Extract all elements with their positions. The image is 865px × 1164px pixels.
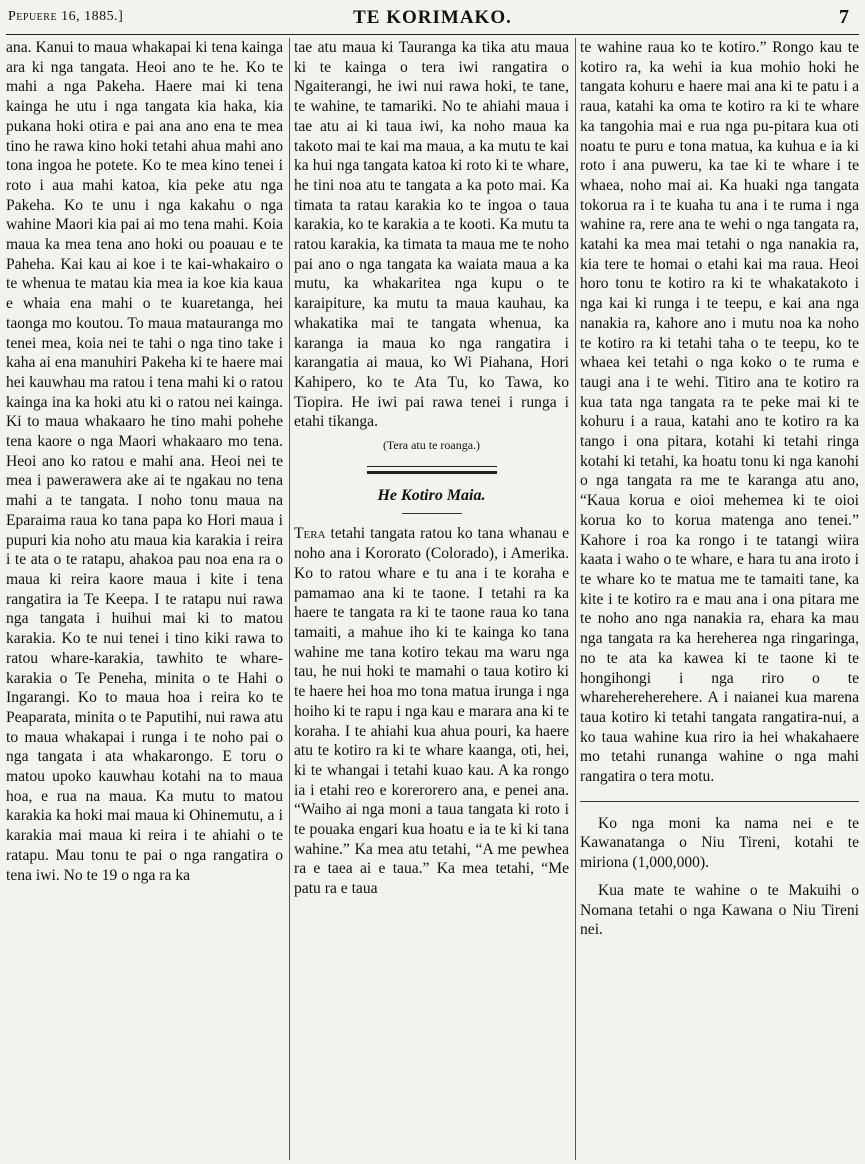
columns <box>6 38 859 1160</box>
column-divider <box>575 38 576 1160</box>
column-1-text: ana. Kanui to maua whakapai ki tena kainga ara ki nga tangata. Heoi ano te he. Ko te mahi a nga Pakeha. Haere mai ki tena kainga he utu i nga tangata kia haka, kia pukana hoki otira e pai ana ano ena te mea tino he rawa kino hoki tetahi ahua mahi ano tona ingoa he potete. Ko te mea kino tenei i roto i aua mahi katoa, kia peke atu nga Pakeha. Ko te unu i nga kakahu o nga wahine Maori kia pai ai mo tena mahi. Koia maua ka mea tena ano hoki ou poauau e te Paheha. Kai kau ai koe i te kai-whakairo o te whenua te matau kia mea ia koe kia kaua e whaia ena mahi o te kuaretanga, hei taonga mo koutou. To maua matauranga mo tenei mea, koia nei te tahi o nga tino take i kaha ai ena manuhiri Pakeha ki te haere mai hei kauwhau ma ratou i tena mahi ki o ratou kainga ina ka hoki atu ki o ratou nei kainga. Ki to maua whakaaro he tino mahi pohehe tena kaore o nga Maori whakaaro mo tena. Heoi ano ko ratou e mahi ana. Heoi nei te mea i pawerawera ake ai te ngakau no tena mahi a te tangata. I noho tonu maua na Eparaima raua ko tana papa ko Hori maua i pupuri kia noho atu maua kia karakia i reira i te ata o te ratapu, ahakoa pau noa ena ra o maua ki reira kaore maua i kite i tena rangatira ia Te Keepa. I te ratapu nui rawa nga tangata i huihui mai ki to matou karakia. Ko te nui tenei i tino kiki rawa to ratou whare-karakia, tawhito te whare-karakia o Te Peneha, minita o te Hahi o Ingarangi. Ko to maua hoa i reira ko te Peaparata, minita o te Paputihi, nui rawa atu to maua whakapai i runga i te noho pai o nga tangata i ata whakarongo. E toru o matou upoko kauwhau kotahi na to maua hoa, e rua na maua. Ka mutu to matou karakia ka hoki mai maua ki Ohinemutu, a i karakia mai maua ki reira i te ahiahi o te ratapu. Mau tonu te pai o nga rangatira o tena iwi. No te 19 o nga ra ka <box>6 39 283 884</box>
issue-date: Pepuere 16, 1885.] <box>8 9 124 24</box>
story-text: tetahi tangata ratou ko tana whanau e noho ana i Kororato (Colorado), i Amerika. Ko to ratou whare e tu ana i te koraha e pamamao ana ki te taone. I tetahi ra ka haere te tangata ra ki te taone raua ko tana tamaiti, a mahue iho ki te kainga ko tana wahine me tana kotiro tekau ma waru nga tau, he nui hoki te mamahi o taua kotiro ki te haere hei hoa mo tona matua irunga i nga hoiho ki te rapu i nga kau e marara ana ki te koraha. I te ahiahi kua ahua pouri, ka haere atu te kotiro ra ki te whare kaanga, oti, hei, ki te whangai i tetahi kuao kau. A ka rongo ia i etahi reo e korerorero ana, e penei ana. “Waiho ai nga moni a taua tangata ki roto i te pouaka engari kua hoatu e ia te ki ki tana wahine.” Ka mea atu tetahi, “A me pewhea ra e taea ai e taua.” Ka mea tetahi, “Me patu ra e taua <box>294 525 569 898</box>
column-divider <box>289 38 290 1160</box>
section-divider <box>367 466 497 474</box>
story-paragraph <box>294 524 569 898</box>
story-heading: He Kotiro Maia. <box>377 486 486 504</box>
masthead <box>6 4 859 35</box>
heading-divider <box>402 513 462 514</box>
page-number: 7 <box>839 6 849 28</box>
news-notices <box>580 801 859 940</box>
column-1 <box>6 38 283 1160</box>
column-3 <box>580 38 859 1160</box>
notice-loan: Ko nga moni ka nama nei e te Kawanatanga o Niu Tireni, kotahi te miriona (1,000,000). <box>580 814 859 872</box>
continued-note: (Tera atu te roanga.) <box>382 438 481 453</box>
notice-death: Kua mate te wahine o te Makuihi o Nomana tetahi o nga Kawana o Niu Tireni nei. <box>580 881 859 939</box>
column-2 <box>294 38 569 1160</box>
story-lead-word: Tera <box>294 525 326 543</box>
column-2-text: tae atu maua ki Tauranga ka tika atu maua ki te kainga o tera iwi rangatira o Ngaiterangi, he iwi nui rawa hoki, te tane, te wahine, te tamariki. No te ahiahi maua i tae atu ai ki taua iwi, ka noho maua ka takoto mai te kai ma maua, a ka mutu te kai ka hui nga tangata katoa ki roto ki te whare, he tini noa atu te tangata a ka poto mai. Ka timata ta ratau karakia ko te ingoa o taua karakia, ko te karakia a te kooti. Ka mutu ta ratou karakia, ka timata ta maua me te noho pai ano o nga tangata ka waiata maua a ka mutu, ka whakaritea nga kupu o te karaipiture, ka mutu ta maua kauhau, ka whakatika mai te tangata whenua, ka karanga ia maua ko nga rangatira i karangatia ai maua, ko Wi Piahana, Hori Kahipero, ko te Ata Tu, ko Tawa, ko Tiopira. He iwi pai rawa tenei i runga i etahi tikanga. <box>294 39 569 431</box>
newspaper-title: TE KORIMAKO. <box>353 7 512 28</box>
column-3-text: te wahine raua ko te kotiro.” Rongo kau te kotiro ra, ka wehi ia kua mohio hoki he tangata kohuru e haere mai ana ki te patu i a raua, katahi ka oma te kotiro ra ki te whare ka tangohia mai e rua nga pu-pitara kua oti noatu te puru e tona matua, ka kuhua e ia ki roto i ana puweru, ka tae ki te whare i te whaea, noho mai ai. Ka huaki nga tangata tokorua ra i te kuaha tu ana i te ruma i nga wahine ra, rere ana te wehi o nga tangata ra, katahi ka mea mai tetahi o nga nanakia ra, kia tere te homai o etahi kai ma raua. Heoi horo tonu te kotiro ra ki te whakatakoto i nga kai ki runga i te teepu, e kai ana nga nanakia ra, kahore ano i mutu noa ka noho te kotiro ra ki tetahi taha o te teepu, ko te whaea kei tetahi o nga koko o te ruma e taugi ana i te wehi. Titiro ana te kotiro ra kua tata nga tangata ra te peke mai ki te kohuru i a raua, katahi ano te kotiro ra ka tango i ona pitara, kotahi ki tetahi ringa kotahi ki tetahi, ka hoatu tonu ki nga kanohi o nga tangata ra me te karanga atu ano, “Kaua korua e oioi mehemea ki te oioi korua ko to korua matenga ano tenei.” Kahore i roa ka rongo i te tatangi wiira kaata i waho o te whare, e hara tu ana iroto i te whare ko te matua me te tamaiti tane, ka kite i te kotiro ra e mau ana i ona pitara me te noho ano nga nanakia ra, ehara ka mau nga tangata ra ka hereherea nga ringaringa, no te ata ka kawea ki te taone ki te hongihongi i nga riro o te wharehereherehere. A i naianei kua marena taua kotiro ki tetahi tangata rangatira-nui, a ko taua wahine kua riro ia hei whakahaere mo tetahi runanga wahine o nga mahi rangatira o tera motu. <box>580 39 859 786</box>
